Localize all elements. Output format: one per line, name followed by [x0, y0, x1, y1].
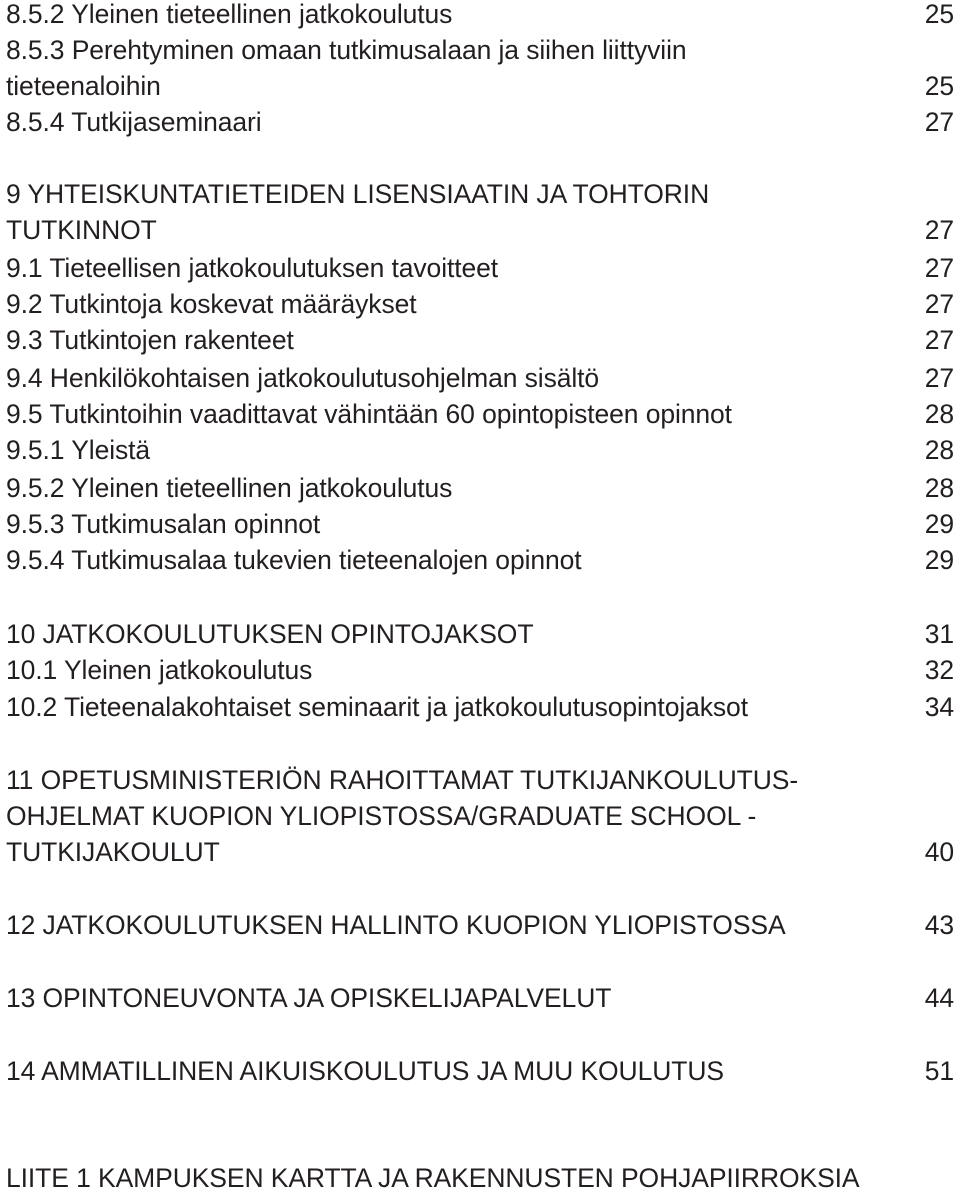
toc-entry-title: 14 AMMATILLINEN AIKUISKOULUTUS JA MUU KOULUTUS	[6, 1056, 724, 1086]
toc-entry-page: 27	[924, 363, 954, 393]
toc-entry-title: 9.5.3 Tutkimusalan opinnot	[6, 509, 321, 539]
toc-entry	[6, 689, 954, 725]
toc-entry-page: 40	[924, 837, 954, 867]
toc-chapter-entry	[6, 616, 954, 652]
toc-entry	[6, 432, 954, 468]
toc-entry	[6, 506, 954, 542]
toc-chapter-entry	[6, 907, 954, 943]
toc-entry-title: 8.5.2 Yleinen tieteellinen jatkokoulutus	[6, 0, 453, 29]
toc-entry	[6, 542, 954, 578]
toc-entry-page: 27	[924, 215, 954, 245]
toc-entry-page: 27	[924, 107, 954, 137]
toc-entry-title: 8.5.3 Perehtyminen omaan tutkimusalaan ja siihen liittyviin	[6, 35, 687, 65]
toc-appendix-entry	[6, 1160, 954, 1196]
toc-entry-title: 9.2 Tutkintoja koskevat määräykset	[6, 289, 417, 319]
toc-chapter-entry	[6, 762, 954, 870]
toc-entry-page: 31	[924, 619, 954, 649]
toc-entry-title: 9.4 Henkilökohtaisen jatkokoulutusohjelman sisältö	[6, 363, 600, 393]
toc-entry-page: 32	[924, 655, 954, 685]
toc-entry	[6, 250, 954, 286]
toc-entry-title: 8.5.4 Tutkijaseminaari	[6, 107, 262, 137]
toc-entry-page: 34	[924, 692, 954, 722]
toc-entry-title-continued: tieteenaloihin	[6, 71, 161, 101]
toc-entry-title: 10.1 Yleinen jatkokoulutus	[6, 655, 313, 685]
toc-entry-title: 10.2 Tieteenalakohtaiset seminaarit ja jatkokoulutusopintojaksot	[6, 692, 748, 722]
toc-entry	[6, 286, 954, 322]
toc-entry-title: 11 OPETUSMINISTERIÖN RAHOITTAMAT TUTKIJANKOULUTUS-	[6, 765, 799, 795]
toc-entry-title: 9.5 Tutkintoihin vaadittavat vähintään 60 opintopisteen opinnot	[6, 399, 732, 429]
toc-entry	[6, 322, 954, 358]
toc-entry-page: 44	[924, 983, 954, 1013]
toc-entry-title: 9.1 Tieteellisen jatkokoulutuksen tavoitteet	[6, 253, 499, 283]
toc-entry-title: 9.3 Tutkintojen rakenteet	[6, 325, 294, 355]
toc-entry	[6, 360, 954, 396]
toc-entry-page: 27	[924, 253, 954, 283]
toc-entry-page: 27	[924, 325, 954, 355]
toc-entry-title-continued: TUTKIJAKOULUT	[6, 837, 220, 867]
toc-entry-page: 27	[924, 289, 954, 319]
toc-entry-title: 9.5.1 Yleistä	[6, 435, 151, 465]
toc-entry-page: 25	[924, 0, 954, 29]
toc-entry	[6, 396, 954, 432]
toc-entry-title: 12 JATKOKOULUTUKSEN HALLINTO KUOPION YLIOPISTOSSA	[6, 910, 786, 940]
toc-entry-page: 28	[924, 473, 954, 503]
toc-entry	[6, 0, 954, 32]
toc-entry	[6, 104, 954, 140]
toc-entry-title-continued: OHJELMAT KUOPION YLIOPISTOSSA/GRADUATE SCHOOL -	[6, 801, 757, 831]
toc-entry-page: 29	[924, 545, 954, 575]
toc-chapter-entry	[6, 980, 954, 1016]
toc-entry	[6, 32, 954, 104]
toc-entry-title-continued: TUTKINNOT	[6, 215, 157, 245]
toc-entry-title: 10 JATKOKOULUTUKSEN OPINTOJAKSOT	[6, 619, 534, 649]
toc-entry-page: 28	[924, 399, 954, 429]
toc-entry-title: 9.5.4 Tutkimusalaa tukevien tieteenalojen opinnot	[6, 545, 582, 575]
toc-entry-page: 29	[924, 509, 954, 539]
toc-entry-page: 28	[924, 435, 954, 465]
toc-entry-page: 25	[924, 71, 954, 101]
toc-entry	[6, 470, 954, 506]
toc-entry	[6, 652, 954, 688]
toc-chapter-entry	[6, 176, 954, 248]
toc-entry-page: 51	[924, 1056, 954, 1086]
toc-entry-title: 9 YHTEISKUNTATIETEIDEN LISENSIAATIN JA TOHTORIN	[6, 179, 710, 209]
toc-entry-title: LIITE 1 KAMPUKSEN KARTTA JA RAKENNUSTEN POHJAPIIRROKSIA	[6, 1163, 860, 1193]
toc-entry-title: 9.5.2 Yleinen tieteellinen jatkokoulutus	[6, 473, 453, 503]
toc-chapter-entry	[6, 1053, 954, 1089]
toc-entry-page: 43	[924, 910, 954, 940]
toc-entry-title: 13 OPINTONEUVONTA JA OPISKELIJAPALVELUT	[6, 983, 612, 1013]
